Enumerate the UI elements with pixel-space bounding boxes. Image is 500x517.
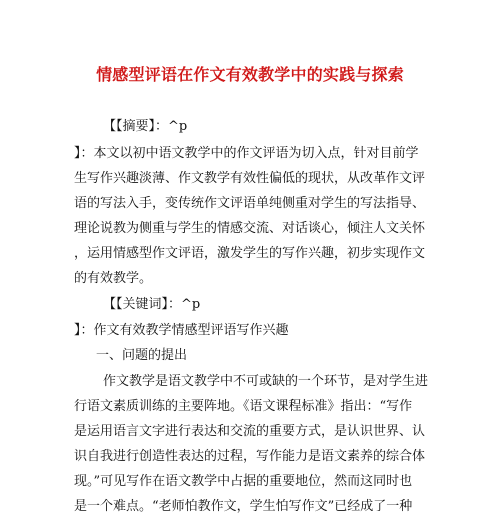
document-title: 情感型评语在作文有效教学中的实践与探索 xyxy=(96,65,404,84)
body-line: 是运用语言文字进行表达和交流的重要方式，是认识世界、认 xyxy=(74,424,426,439)
body-line: 语的写法入手，变传统作文评语单纯侧重对学生的写法指导、 xyxy=(74,196,426,211)
body-line: 的有效教学。 xyxy=(74,271,153,286)
abstract-heading: 【【摘要】：^p xyxy=(103,119,188,134)
body-line: 现。”可见写作在语文教学中占据的重要地位，然而这同时也 xyxy=(74,474,413,489)
section-heading: 一、问题的提出 xyxy=(96,348,188,363)
body-line: 识自我进行创造性表达的过程，写作能力是语文素养的综合体 xyxy=(74,449,426,464)
body-line: ，运用情感型作文评语，激发学生的写作兴趣，初步实现作文 xyxy=(74,246,426,261)
body-line: 行语文素质训练的主要阵地。《语文课程标准》指出：“写作 xyxy=(74,399,413,414)
body-line: 】：本文以初中语文教学中的作文评语为切入点，针对目前学 xyxy=(74,146,419,161)
keywords-line: 】：作文有效教学情感型评语写作兴趣 xyxy=(74,323,289,338)
keywords-heading: 【【关键词】：^p xyxy=(103,297,201,312)
body-line: 生写作兴趣淡薄、作文教学有效性偏低的现状，从改革作文评 xyxy=(74,171,426,186)
body-line: 作文教学是语文教学中不可或缺的一个环节，是对学生进 xyxy=(103,374,429,389)
body-line: 理论说教为侧重与学生的情感交流、对话谈心，倾注人文关怀 xyxy=(74,221,426,236)
body-line: 是一个难点。“老师怕教作文，学生怕写作文”已经成了一种 xyxy=(74,499,413,514)
